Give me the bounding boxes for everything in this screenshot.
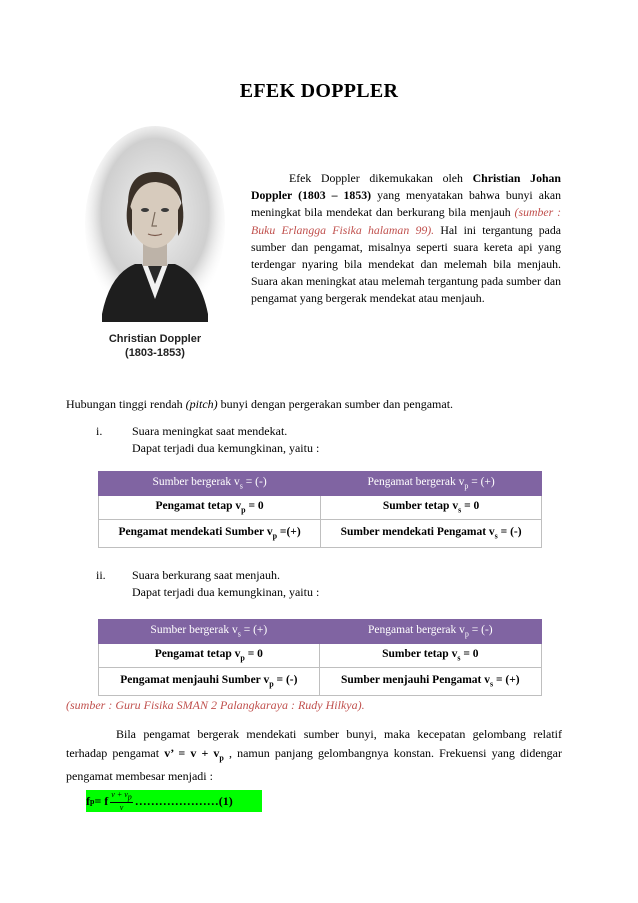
relation-line (66, 396, 566, 413)
table-approaching (98, 471, 542, 548)
list-item-1 (96, 423, 319, 457)
para-text-end: , namun panjang gelombangnya konstan. Frekuensi yang didengar pengamat membesar menjadi : (66, 746, 562, 784)
intro-paragraph (251, 170, 561, 308)
doppler-formula (86, 790, 262, 812)
formula-equation-number: …………………(1) (134, 793, 233, 808)
source-line: (sumber : Guru Fisika SMAN 2 Palangkaraya : Rudy Hilkya). (66, 698, 365, 712)
formula-fraction: $\frac{v + v_p}{v}$ (111, 790, 132, 812)
list-line: Suara berkurang saat menjauh. (132, 568, 280, 582)
table-cell: Sumber bergerak $v_s$ = (+) (99, 620, 320, 644)
explanation-paragraph (66, 725, 562, 786)
intro-text-2: yang menyatakan bahwa bunyi akan meningkat bila mendekat dan berkurang bila menjauh (251, 188, 561, 220)
para-text: Bila pengamat bergerak mendekati sumber bunyi, maka kecepatan gelombang relatif terhadap pengamat (66, 727, 562, 760)
portrait-caption-years: (1803-1853) (125, 347, 185, 359)
table-cell: Sumber menjauhi Pengamat $v_s$ = (+) (319, 668, 541, 696)
table-row (99, 668, 542, 696)
relation-pitch: (pitch) (185, 397, 218, 411)
table-cell: Sumber tetap $v_s = 0$ (321, 496, 542, 520)
list-line: Suara meningkat saat mendekat. (132, 424, 288, 438)
table-cell: Pengamat bergerak $v_p$ = (+) (321, 472, 542, 496)
portrait-caption-name: Christian Doppler (108, 333, 202, 345)
table-cell: Pengamat tetap $v_p = 0$ (99, 496, 321, 520)
formula-eq: = f (94, 793, 109, 808)
table-row (99, 644, 542, 668)
table-cell: Pengamat menjauhi Sumber $v_p$ = (-) (99, 668, 320, 696)
table-row (99, 496, 542, 520)
list-number: ii. (96, 568, 106, 582)
relative-speed-eq: v’ = $v + v_p$ (164, 746, 224, 763)
table-row (99, 520, 542, 548)
page-title: EFEK DOPPLER (239, 80, 399, 102)
table-cell: Pengamat bergerak $v_p$ = (-) (319, 620, 541, 644)
intro-text-1: Efek Doppler dikemukakan oleh (289, 171, 473, 185)
formula-lhs: f (86, 793, 90, 808)
table-receding (98, 619, 542, 696)
table-cell: Sumber bergerak $v_s$ = (-) (99, 472, 321, 496)
table-cell: Pengamat mendekati Sumber $v_p$ =(+) (99, 520, 321, 548)
formula-lhs-sub: p (90, 796, 95, 806)
table-cell: Sumber mendekati Pengamat $v_s$ = (-) (321, 520, 542, 548)
relation-text-end: bunyi dengan pergerakan sumber dan pengamat. (217, 397, 454, 411)
table-header-row (99, 472, 542, 496)
list-subline: Dapat terjadi dua kemungkinan, yaitu : (132, 585, 320, 599)
intro-source: (sumber : Buku Erlangga Fisika halaman 99). (251, 205, 561, 237)
list-subline: Dapat terjadi dua kemungkinan, yaitu : (132, 441, 320, 455)
portrait-image (80, 124, 230, 374)
relation-text: Hubungan tinggi rendah (66, 397, 186, 411)
doppler-name: Christian Johan Doppler (1803 – 1853) (251, 171, 561, 203)
list-number: i. (96, 424, 103, 438)
table-header-row (99, 620, 542, 644)
list-item-2 (96, 567, 319, 601)
table-cell: Pengamat tetap $v_p = 0$ (99, 644, 320, 668)
table-cell: Sumber tetap $v_s = 0$ (319, 644, 541, 668)
intro-text-3: Hal ini tergantung pada sumber dan pengamat, misalnya seperti suara kereta api yang terdengar nyaring bila mendekat dan melemah bila menjauh. Suara akan meningkat atau melemah tergantung pada sumber dan pengamat yang bergerak mendekat atau menjauh. (251, 222, 561, 306)
